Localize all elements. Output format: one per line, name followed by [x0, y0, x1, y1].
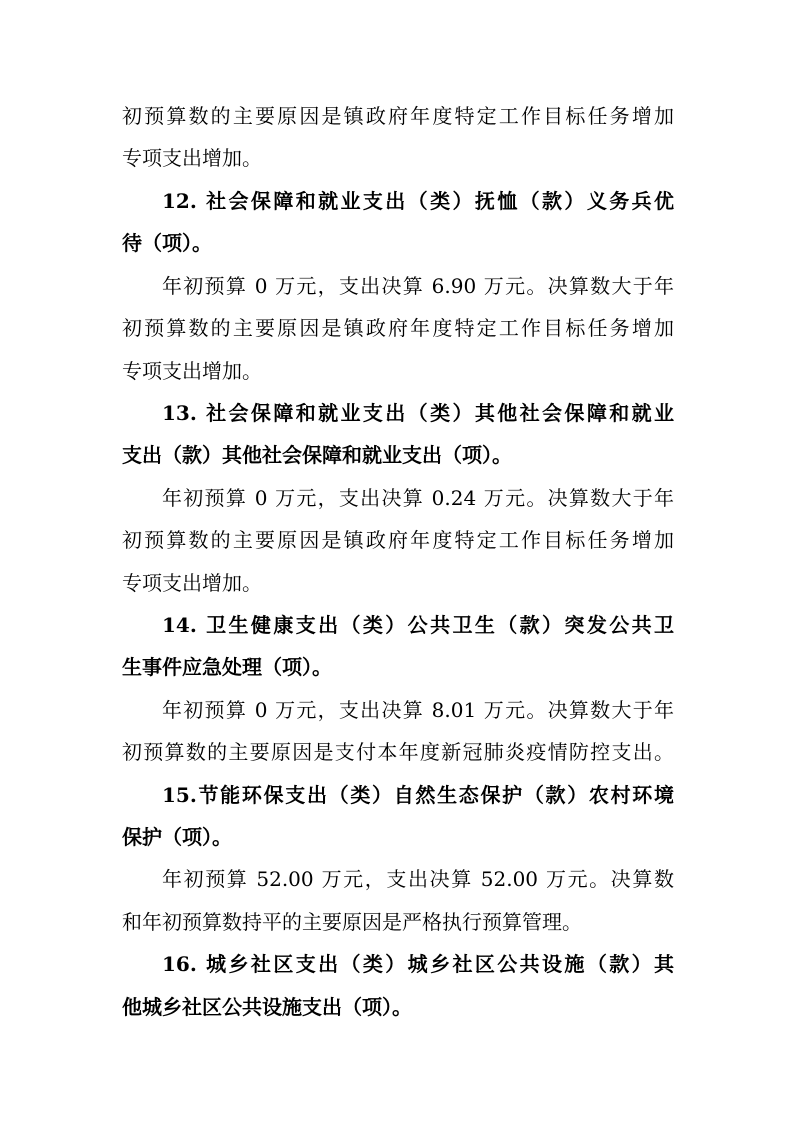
section-heading-16: 16. 城乡社区支出（类）城乡社区公共设施（款）其: [162, 952, 674, 976]
body-text-line: 年初预算 52.00 万元，支出决算 52.00 万元。决算数: [162, 867, 674, 891]
body-text-line: 初预算数的主要原因是镇政府年度特定工作目标任务增加: [122, 528, 674, 552]
section-heading-13: 13. 社会保障和就业支出（类）其他社会保障和就业: [162, 401, 674, 425]
body-text-line: 专项支出增加。: [122, 359, 262, 383]
body-text-line: 初预算数的主要原因是镇政府年度特定工作目标任务增加: [122, 104, 674, 128]
body-text-line: 初预算数的主要原因是支付本年度新冠肺炎疫情防控支出。: [122, 740, 674, 764]
section-heading-14-cont: 生事件应急处理（项）。: [122, 655, 332, 679]
body-text-line: 年初预算 0 万元，支出决算 6.90 万元。决算数大于年: [162, 274, 674, 298]
body-text-line: 专项支出增加。: [122, 571, 262, 595]
body-text-line: 年初预算 0 万元，支出决算 8.01 万元。决算数大于年: [162, 698, 674, 722]
section-heading-16-cont: 他城乡社区公共设施支出（项）。: [122, 995, 412, 1019]
body-text-line: 年初预算 0 万元，支出决算 0.24 万元。决算数大于年: [162, 486, 674, 510]
section-heading-12-cont: 待（项）。: [122, 231, 212, 255]
section-heading-15-cont: 保护（项）。: [122, 825, 232, 849]
section-heading-14: 14. 卫生健康支出（类）公共卫生（款）突发公共卫: [162, 613, 674, 637]
section-heading-15: 15.节能环保支出（类）自然生态保护（款）农村环境: [162, 783, 674, 807]
body-text-line: 和年初预算数持平的主要原因是严格执行预算管理。: [122, 910, 582, 934]
body-text-line: 专项支出增加。: [122, 146, 262, 170]
section-heading-12: 12. 社会保障和就业支出（类）抚恤（款）义务兵优: [162, 189, 674, 213]
section-heading-13-cont: 支出（款）其他社会保障和就业支出（项）。: [122, 443, 512, 467]
body-text-line: 初预算数的主要原因是镇政府年度特定工作目标任务增加: [122, 316, 674, 340]
